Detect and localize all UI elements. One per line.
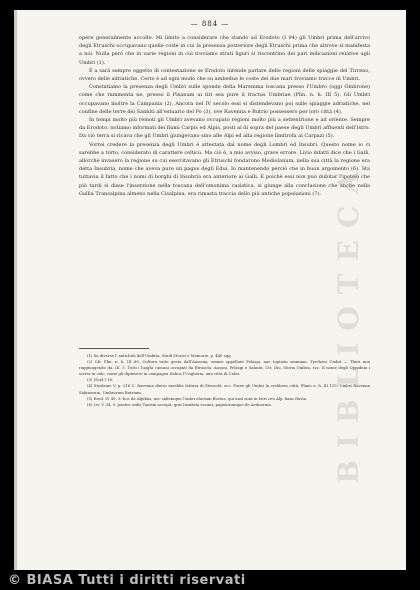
footnotes (79, 353, 370, 408)
body-text (79, 34, 370, 198)
paragraph-4: In tempi molto più remoti gli Umbri avevano occupato regioni molto più a settentrione e ad oriente. Sempre da Erodoto, notiamo informati dei fiumi Carpis ed Alpis, posti al di sopra del paese degli Umbri affluenti dell'Istro. Da ciò terra si ricava che gli Umbri giungevano sino alle Alpi ed alla regione limitrofa ai Carpazi (5). (79, 117, 370, 140)
page-edge (14, 10, 17, 570)
library-stamp: BIBLIOTECA (332, 160, 365, 484)
scanned-page (14, 10, 406, 570)
footnote-4: (4) Strabone V, p. 216 C. Ravenna dietro sarebbe fattura di Etruschi, ecc. Forse gli Umbri la crebbero città. Plinio n. h. III 115: Umbri Ravenna Sabinorum, Umbrorum Butrium. (79, 383, 370, 395)
copyright-watermark: © BIASA Tutti i diritti riservati (8, 573, 246, 588)
paragraph-3: Constatiamo la presenza degli Umbri sulle sponde della Maremma toscana presso l'Umbro (oggi Ombrone) come che rammenta ne, presso il Pisanum ai tiri sea pure il tractus Umbriae (Plin. n. h. III 5). Gli Umbri occupavano inoltre la Campania (2). Ancora nel IV secolo essi si distendevano poi sulle spiaggie adriatiche, nel confine delle terre dei Sanniti all'estuario del Po (3), ove Ravenna e Butrio possessero per loro città (4). (79, 84, 370, 115)
footnote-3: (3) [Scyl.] 16. (87, 377, 114, 383)
footnote-divider (79, 348, 149, 349)
paragraph-5: Vorrei credere la presenza degli Umbri è attestata dal nome degli Lombri ed Insubri. Questo nome io ci sarebbe a torto, considerato di carattere celtico. Ma ciò è, a mio avviso, grave errore. Livio infatti dice che i Galli, allorchè invasero la regione su cui esercitavano gli Etruschi fondarono Mediolanum, nella sua città la regione era detta Insubria, nome che aveva pure un pagus degli Edui. Io mantenendo perciò che in buon argomento (6). Sta tuttavia il fatto che i nomi di borghi di Insubria era anteriore ai Galli. E poichè essi non può dubitar l'ipotesi che più tardi si disse l'inserzione nella toscana dell'omonima casistica, si giunge alla conclusione che anche nella Gallia Transalpina almeno nella Cisalpina, era rimasta traccia dello più antiche popolazioni (7). (79, 141, 370, 197)
footnote-2: (2) Cfr. Plin. n. h. III 60: Cultura tutte gesta dall'Ausonia; omnes appellant Pelasgi, nae tuptizin ommiani, Tyrrheni Umbri — Thuri non raggiungendo da, III. 5. Tutti i luoghi comuni occupati da Etruschi, Ausoni, Pelasgi e Sanniti. Ctr. Dio. Storia Umbra, ecc. Il nome degli Oppidum i scriva in calo, come gli dipinsero in campagna Italica l'Ungheria, una città di Cales. (79, 359, 370, 377)
paragraph-2: È a sarà sempre oggetto di contestazione se Erodoto intende parlare delle regioni delle spiaggie del Tirreno, ovvero delle adriatiche. Certo è ad ogni modo che su ambedue le coste del due mari troviamo tracce di Umbri. (79, 67, 370, 83)
footnote-1: (1) Su diverse l' antichità dell'Umbria, Studi Storici e Memorie, p. 440 sgg. (87, 353, 232, 358)
paragraph-1: opere generalmente accolte. Mi limito a considerare che stando ad Erodoto (I 94) gli Umbri prima dell'arrivo degli Etruschi occupavano quelle coste in cui la presenza posteriore degli Etruschi prima che altrove si manifesta a noi. Nulla però che in varie regioni in cui troviamo strati liguri si riscontrino dei pari indicazioni relative agli Umbri (1). (79, 35, 370, 66)
footnote-6: (6) Liv. V 34, 9: pontes sedis Taurini accepit, quis Insubria vocant, pagatorumque de Aeduorum. (87, 401, 273, 407)
footnote-5: (5) Erod. IV 49, 3: hoc de Alpibus, nec saltemque Umbri elucium fluvius, qui ausi sunt in Istri ceu Alp. hanc fluvia. (87, 395, 308, 401)
page-number: — 884 — (190, 20, 230, 28)
